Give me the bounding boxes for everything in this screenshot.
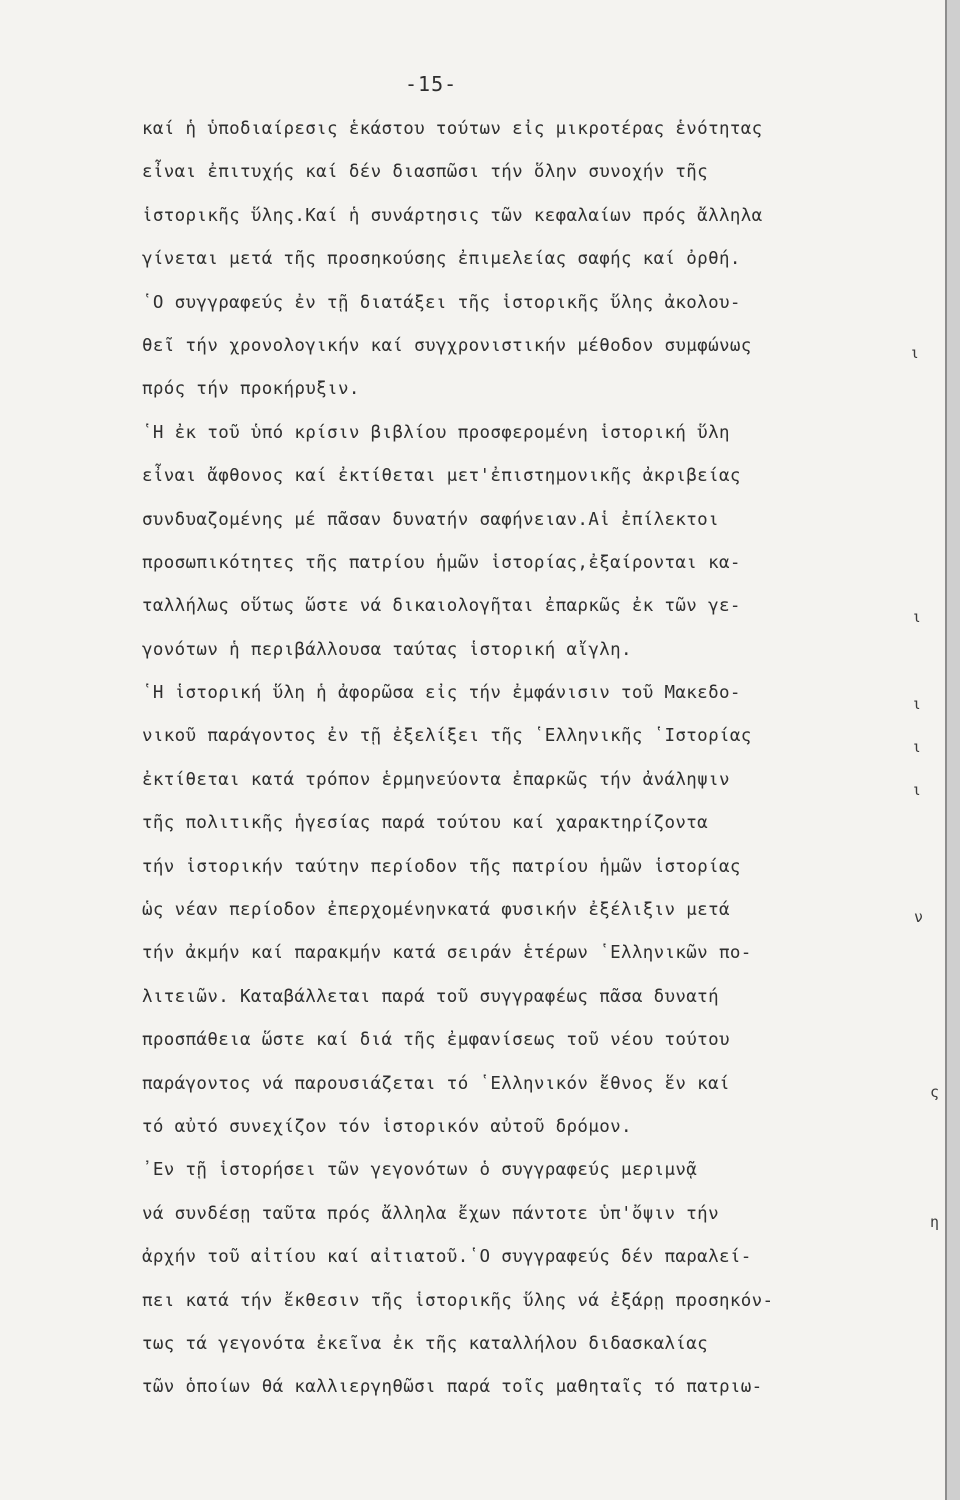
text-line: ῾Η ἐκ τοῦ ὑπό κρίσιν βιβλίου προσφερομένη ἱστορική ὕλη: [142, 422, 730, 443]
text-line: ἐκτίθεται κατά τρόπον ἑρμηνεύοντα ἐπαρκῶς τήν ἀνάληψιν: [142, 769, 730, 790]
body-text: [142, 108, 912, 1410]
text-line: εἶναι ἐπιτυχής καί δέν διασπῶσι τήν ὅλην συνοχήν τῆς: [142, 162, 709, 183]
text-line: τως τά γεγονότα ἐκεῖνα ἐκ τῆς καταλλήλου διδασκαλίας: [142, 1333, 709, 1354]
margin-note: ι: [910, 344, 920, 362]
text-line: τῶν ὁποίων θά καλλιεργηθῶσι παρά τοῖς μαθηταῖς τό πατριω-: [142, 1377, 763, 1398]
margin-note: η: [930, 1213, 940, 1231]
page-edge: [945, 0, 960, 1500]
text-line: καί ἡ ὑποδιαίρεσις ἑκάστου τούτων εἰς μικροτέρας ἑνότητας: [142, 119, 763, 139]
text-line: εἶναι ἄφθονος καί ἐκτίθεται μετ'ἐπιστημονικῆς ἀκριβείας: [142, 466, 741, 487]
text-line: συνδυαζομένης μέ πᾶσαν δυνατήν σαφήνειαν.Αἱ ἐπίλεκτοι: [142, 509, 719, 530]
margin-note: ι: [912, 781, 922, 799]
text-line: γίνεται μετά τῆς προσηκούσης ἐπιμελείας σαφής καί ὀρθή.: [142, 249, 741, 270]
text-line: ῾Ο συγγραφεύς ἐν τῇ διατάξει τῆς ἱστορικῆς ὕλης ἀκολου-: [142, 292, 741, 313]
text-line: τό αὐτό συνεχίζον τόν ἱστορικόν αὐτοῦ δρόμον.: [142, 1116, 632, 1137]
text-line: προσπάθεια ὥστε καί διά τῆς ἐμφανίσεως τοῦ νέου τούτου: [142, 1030, 730, 1051]
text-line: ἱστορικῆς ὕλης.Καί ἡ συνάρτησις τῶν κεφαλαίων πρός ἄλληλα: [142, 205, 763, 226]
text-line: προσωπικότητες τῆς πατρίου ἡμῶν ἱστορίας,ἐξαίρονται κα-: [142, 552, 741, 573]
text-line: ταλλήλως οὕτως ὥστε νά δικαιολογῆται ἐπαρκῶς ἐκ τῶν γε-: [142, 596, 741, 617]
text-line: ᾽Εν τῇ ἱστορήσει τῶν γεγονότων ὁ συγγραφεύς μεριμνᾷ: [142, 1160, 698, 1181]
margin-note: ν: [914, 908, 924, 926]
text-line: ἀρχήν τοῦ αἰτίου καί αἰτιατοῦ.῾Ο συγγραφεύς δέν παραλεί-: [142, 1247, 752, 1268]
text-line: πει κατά τήν ἔκθεσιν τῆς ἱστορικῆς ὕλης νά ἐξάρῃ προσηκόν-: [142, 1290, 774, 1311]
text-line: νά συνδέσῃ ταῦτα πρός ἄλληλα ἔχων πάντοτε ὑπ'ὄψιν τήν: [142, 1203, 719, 1224]
text-line: ὡς νέαν περίοδον ἐπερχομένηνκατά φυσικήν ἐξέλιξιν μετά: [142, 900, 730, 921]
text-line: τήν ἀκμήν καί παρακμήν κατά σειράν ἑτέρων ῾Ελληνικῶν πο-: [142, 943, 752, 964]
page-number: -15-: [405, 72, 458, 96]
text-line: νικοῦ παράγοντος ἐν τῇ ἐξελίξει τῆς ῾Ελληνικῆς ῾Ιστορίας: [142, 726, 752, 747]
text-line: πρός τήν προκήρυξιν.: [142, 379, 360, 400]
text-line: λιτειῶν. Καταβάλλεται παρά τοῦ συγγραφέως πᾶσα δυνατή: [142, 986, 719, 1007]
margin-note: ι: [912, 738, 922, 756]
text-line: ῾Η ἱστορική ὕλη ἡ ἀφορῶσα εἰς τήν ἐμφάνισιν τοῦ Μακεδο-: [142, 683, 741, 704]
text-line: γονότων ἡ περιβάλλουσα ταύτας ἱστορική αἴγλη.: [142, 639, 632, 660]
text-line: θεῖ τήν χρονολογικήν καί συγχρονιστικήν μέθοδον συμφώνως: [142, 335, 752, 356]
text-line: παράγοντος νά παρουσιάζεται τό ῾Ελληνικόν ἔθνος ἕν καί: [142, 1073, 730, 1094]
margin-note: ι: [912, 695, 922, 713]
text-line: τῆς πολιτικῆς ἡγεσίας παρά τούτου καί χαρακτηρίζοντα: [142, 813, 709, 834]
text-line: τήν ἱστορικήν ταύτην περίοδον τῆς πατρίου ἡμῶν ἱστορίας: [142, 856, 741, 877]
margin-note: ς: [930, 1083, 940, 1101]
margin-note: ι: [912, 608, 922, 626]
